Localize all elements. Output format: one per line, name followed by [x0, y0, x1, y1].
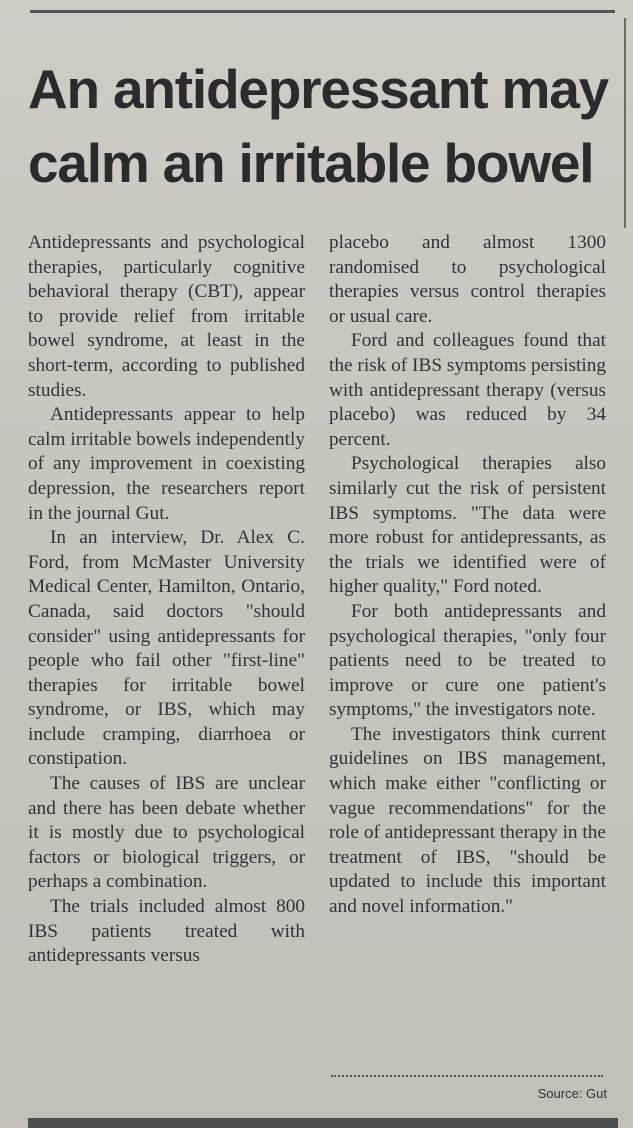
bottom-band [28, 1118, 618, 1128]
paragraph: placebo and almost 1300 randomised to psychological therapies versus control therapies or usual care. [329, 232, 606, 327]
paragraph: Antidepressants appear to help calm irritable bowels independently of any improvement in coexisting depression, the researchers report in the journal Gut. [28, 404, 305, 524]
paragraph: Ford and colleagues found that the risk of IBS symptoms persisting with antidepressant therapy (versus placebo) was reduced by 34 percent. [329, 330, 606, 450]
column-rule [624, 18, 626, 228]
left-column [28, 231, 305, 969]
paragraph: The causes of IBS are unclear and there has been debate whether it is mostly due to psychological factors or biological triggers, or perhaps a combination. [28, 773, 305, 893]
paragraph: The trials included almost 800 IBS patients treated with antidepressants versus [28, 896, 305, 967]
dotted-divider [331, 1075, 603, 1077]
paragraph: Antidepressants and psychological therapies, particularly cognitive behavioral therapy (CBT), appear to provide relief from irritable bowel syndrome, at least in the short-term, according to published studies. [28, 232, 305, 401]
top-rule [30, 10, 615, 13]
paragraph: The investigators think current guidelines on IBS management, which make either "conflicting or vague recommendations" for the role of antidepressant therapy in the treatment of IBS, "should be updated to include this important and novel information." [329, 723, 606, 918]
source-credit: Source: Gut [537, 1086, 607, 1101]
right-column [329, 231, 606, 920]
paragraph: For both antidepressants and psychological therapies, "only four patients need to be treated to improve or cure one patient's symptoms," the investigators note. [329, 600, 606, 721]
paragraph: In an interview, Dr. Alex C. Ford, from McMaster University Medical Center, Hamilton, Ontario, Canada, said doctors "should consider" using antidepressants for people who fail other "first-line" therapies for irritable bowel syndrome, or IBS, which may include cramping, diarrhoea or constipation. [28, 527, 305, 770]
paragraph: Psychological therapies also similarly cut the risk of persistent IBS symptoms. "The data were more robust for antidepressants, as the trials we identified were of higher quality," Ford noted. [329, 453, 606, 598]
headline: An antidepressant may calm an irritable bowel [28, 58, 608, 194]
